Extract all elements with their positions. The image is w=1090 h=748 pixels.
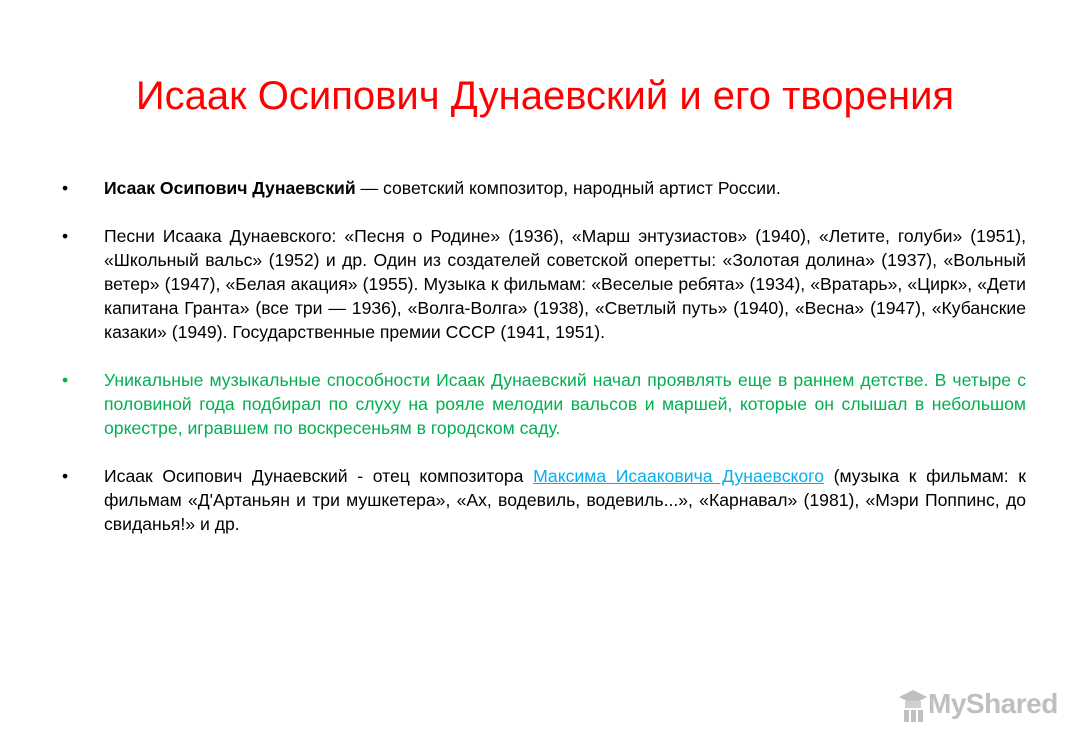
bullet-list [62,176,1026,560]
slide-title: Исаак Осипович Дунаевский и его творения [135,74,955,118]
bullet-dot: • [62,466,69,486]
bullet-item-childhood [62,368,1026,440]
bullet-dot: • [62,178,69,198]
childhood-text: Уникальные музыкальные способности Исаак Дунаевский начал проявлять еще в раннем детстве. В четыре с половиной года подбирал по слуху на рояле мелодии вальсов и маршей, которые он слышал в небольшом оркестре, игравшем по воскресеньям в городском саду. [104,370,1026,438]
son-text-before: Исаак Осипович Дунаевский - отец композитора [104,466,534,486]
biography-text: — советский композитор, народный артист России. [355,178,781,198]
watermark [898,684,1058,724]
bullet-item-son [62,464,1026,536]
watermark-text: MyShared [928,688,1058,719]
maxim-dunaevsky-link[interactable]: Максима Исааковича Дунаевского [533,466,824,486]
son-text-after: (музыка к фильмам: к фильмам «Д'Артаньян и три мушкетера», «Ах, водевиль, водевиль...», «Карнавал» (1981), «Мэри Поппинс, до свиданья!» и др. [104,466,1026,534]
bullet-item-biography [62,176,1026,200]
bullet-dot: • [62,226,69,246]
graduation-cap-icon [898,684,928,724]
bullet-dot: • [62,370,69,390]
bullet-item-works [62,224,1026,344]
works-text: Песни Исаака Дунаевского: «Песня о Родине» (1936), «Марш энтузиастов» (1940), «Летите, голуби» (1951), «Школьный вальс» (1952) и др. Один из создателей советской оперетты: «Золотая долина» (1937), «Вольный ветер» (1947), «Белая акация» (1955). Музыка к фильмам: «Веселые ребята» (1934), «Вратарь», «Цирк», «Дети капитана Гранта» (все три — 1936), «Волга-Волга» (1938), «Светлый путь» (1940), «Весна» (1947), «Кубанские казаки» (1949). Государственные премии СССР (1941, 1951). [104,226,1026,342]
composer-name-bold: Исаак Осипович Дунаевский [104,178,356,198]
